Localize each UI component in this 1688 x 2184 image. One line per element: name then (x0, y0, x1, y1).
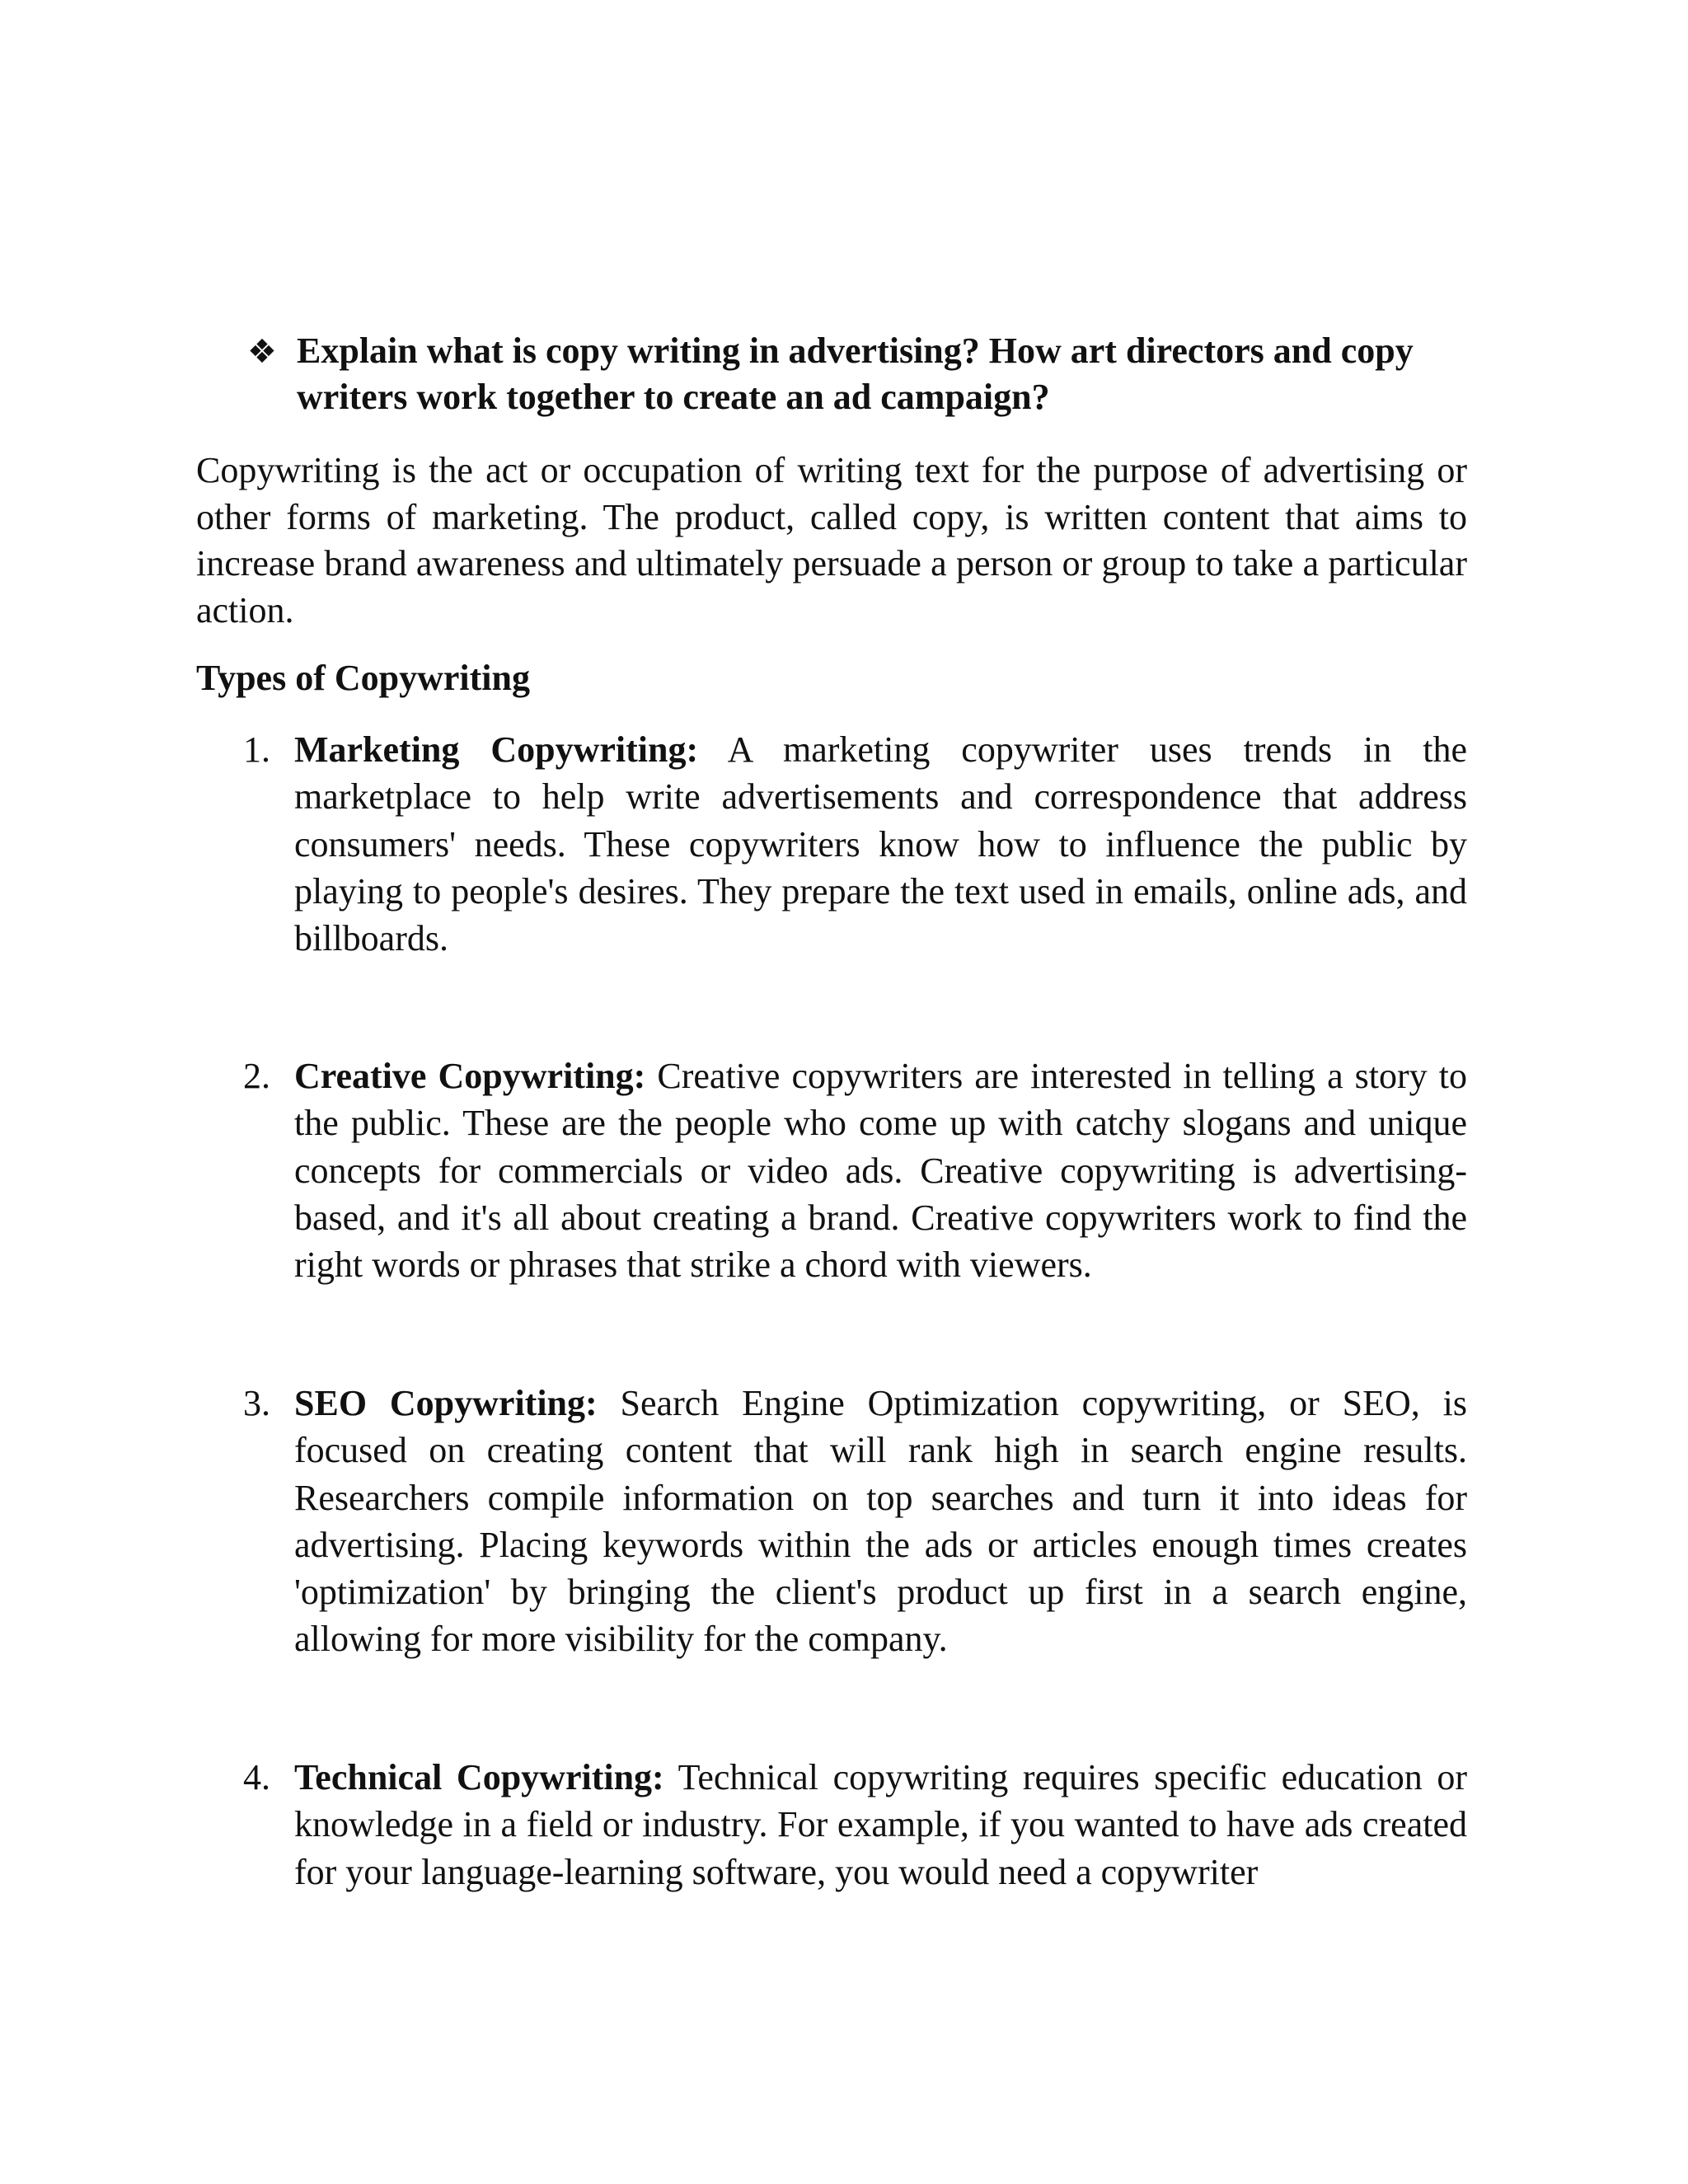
list-item-body (294, 726, 1467, 962)
list-item-text: Technical copywriting requires specific education or knowledge in a field or industry. For example, if you wanted to have ads created for your language-learning software, you would need a copywriter (294, 1757, 1468, 1892)
list-item-technical (243, 1754, 1467, 1896)
list-item-creative (243, 1052, 1467, 1288)
list-item-seo (243, 1380, 1467, 1663)
list-item-text: Search Engine Optimization copywriting, or SEO, is focused on creating content that will rank high in search engine results. Researchers compile information on top searches and turn it into ideas for advertising. Placing keywords within the ads or articles enough times creates 'optimization' by bringing the client's product up first in a search engine, allowing for more visibility for the company. (294, 1383, 1467, 1660)
list-item-number: 4. (243, 1757, 270, 1797)
list-item-term: Creative Copywriting: (294, 1056, 646, 1096)
list-item-body (294, 1754, 1467, 1896)
list-item-term: Technical Copywriting: (294, 1757, 664, 1797)
list-item-number: 3. (243, 1383, 270, 1423)
list-item-term: SEO Copywriting: (294, 1383, 598, 1423)
list-item-marketing (243, 726, 1467, 962)
list-item-term: Marketing Copywriting: (294, 729, 699, 770)
list-item-text: Creative copywriters are interested in telling a story to the public. These are the people who come up with catchy slogans and unique concepts for commercials or video ads. Creative copywriting is advertising-based, and it's all about creating a brand. Creative copywriters work to find the right words or phrases that strike a chord with viewers. (294, 1056, 1467, 1286)
list-item-text: A marketing copywriter uses trends in the marketplace to help write advertisements and correspondence that address consumers' needs. These copywriters know how to influence the public by playing to people's desires. They prepare the text used in emails, online ads, and billboards. (294, 729, 1467, 959)
list-item-number: 2. (243, 1056, 270, 1096)
list-item-number: 1. (243, 729, 270, 770)
intro-paragraph: Copywriting is the act or occupation of writing text for the purpose of advertising or other forms of marketing. The product, called copy, is written content that aims to increase brand awareness and ultimately persuade a person or group to take a particular action. (196, 450, 1467, 630)
question-heading-text: Explain what is copy writing in advertising? How art directors and copy writers work together to create an ad campaign? (297, 330, 1414, 417)
question-heading (247, 328, 1484, 420)
section-subheading: Types of Copywriting (196, 658, 530, 698)
diamond-bullet-icon: ❖ (247, 333, 277, 371)
list-item-body (294, 1380, 1467, 1663)
list-item-body (294, 1052, 1467, 1288)
